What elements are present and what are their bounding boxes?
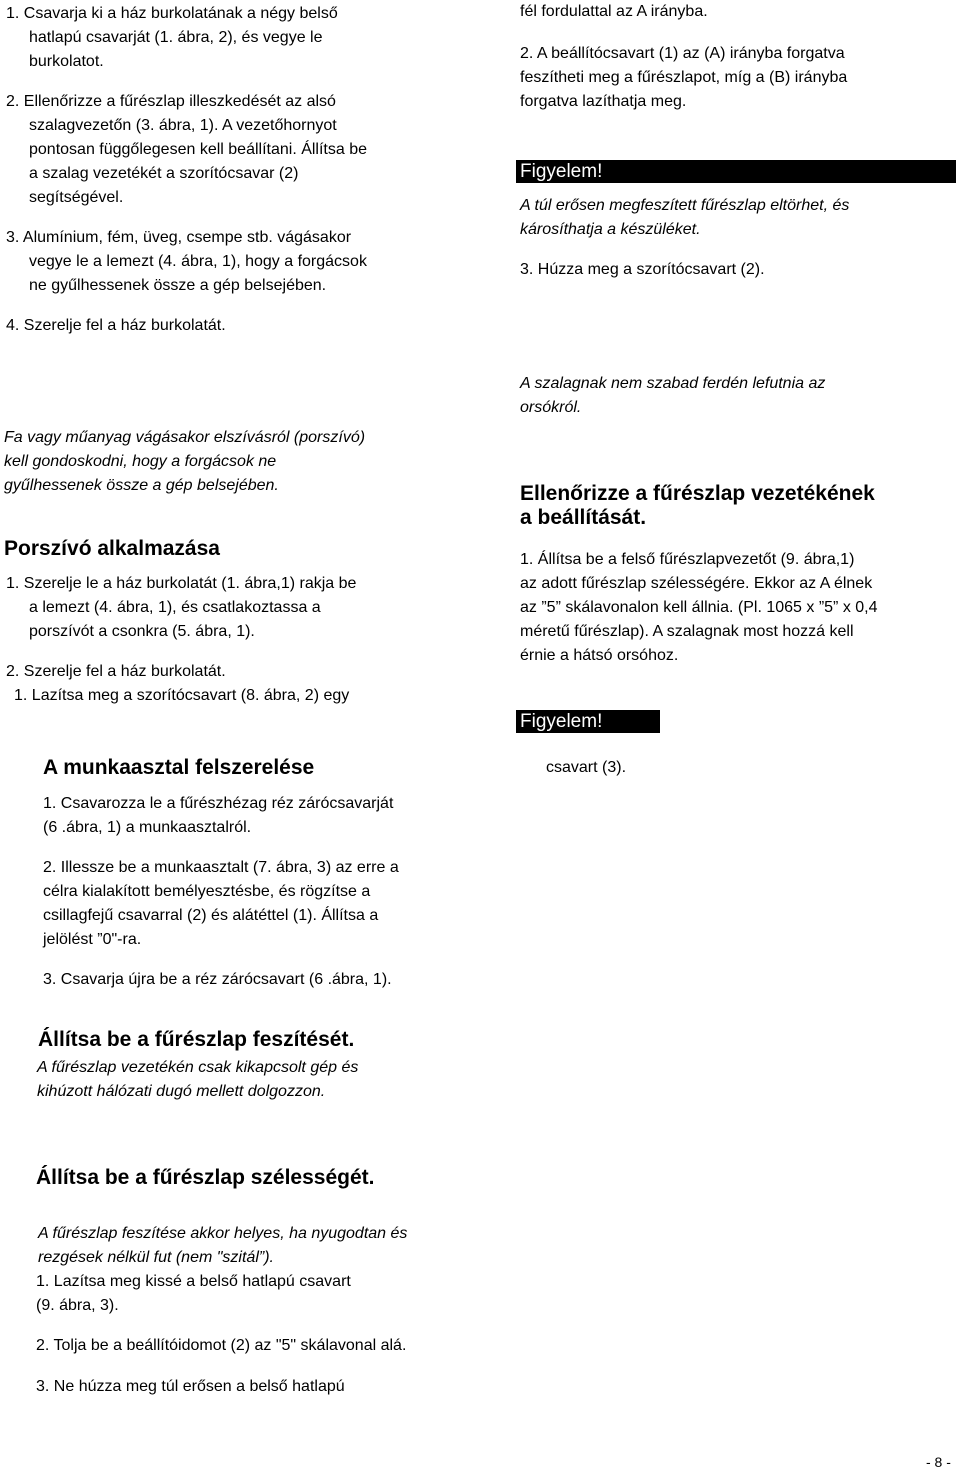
heading-tension: Állítsa be a fűrészlap feszítését. bbox=[38, 1028, 355, 1051]
step-3-line: vegye le a lemezt (4. ábra, 1), hogy a forgácsok bbox=[29, 253, 367, 270]
step-1-line: 1. Csavarja ki a ház burkolatának a négy belső bbox=[6, 5, 338, 22]
right-text-line: feszítheti meg a fűrészlapot, míg a (B) irányba bbox=[520, 69, 848, 86]
vacuum-step-line: 1. Lazítsa meg a szorítócsavart (8. ábra, 2) egy bbox=[14, 687, 350, 704]
page-number: - 8 - bbox=[926, 1454, 951, 1470]
step-2-line: pontosan függőlegesen kell beállítani. Állítsa be bbox=[29, 141, 368, 158]
width-note: rezgések nélkül fut (nem "szitál”). bbox=[38, 1249, 274, 1266]
vacuum-step-line: 1. Szerelje le a ház burkolatát (1. ábra,1) rakja be bbox=[6, 575, 357, 592]
warning-label: Figyelem! bbox=[516, 710, 606, 733]
warning-banner bbox=[516, 710, 660, 733]
worktable-step-line: 2. Illessze be a munkaasztalt (7. ábra, 3) az erre a bbox=[43, 859, 399, 876]
vacuum-step-line: 2. Szerelje fel a ház burkolatát. bbox=[6, 663, 226, 680]
worktable-step-line: csillagfejű csavarral (2) és alátéttel (1). Állítsa a bbox=[43, 907, 379, 924]
step-2-line: segítségével. bbox=[29, 189, 124, 206]
guide-step-line: az ”5” skálavonalon kell állnia. (Pl. 1065 x ”5” x 0,4 bbox=[520, 599, 878, 616]
step-1-line: burkolatot. bbox=[29, 53, 104, 70]
italic-note: kell gondoskodni, hogy a forgácsok ne bbox=[4, 453, 277, 470]
warning-banner bbox=[516, 160, 956, 183]
italic-note: gyűlhessenek össze a gép belsejében. bbox=[4, 477, 279, 494]
guide-step-line: méretű fűrészlap). A szalagnak most hozzá kell bbox=[520, 623, 854, 640]
warning-text: károsíthatja a készüléket. bbox=[520, 221, 701, 238]
worktable-step-line: (6 .ábra, 1) a munkaasztalról. bbox=[43, 819, 252, 836]
vacuum-step-line: a lemezt (4. ábra, 1), és csatlakoztassa a bbox=[29, 599, 321, 616]
heading-width: Állítsa be a fűrészlap szélességét. bbox=[36, 1166, 375, 1189]
heading-worktable: A munkaasztal felszerelése bbox=[43, 756, 315, 779]
width-step-line: (9. ábra, 3). bbox=[36, 1297, 119, 1314]
right-text-line: forgatva lazíthatja meg. bbox=[520, 93, 687, 110]
step-2-line: 2. Ellenőrizze a fűrészlap illeszkedését az alsó bbox=[6, 93, 336, 110]
step-2-line: szalagvezetőn (3. ábra, 1). A vezetőhornyot bbox=[29, 117, 337, 134]
worktable-step-line: célra kialakított bemélyesztésbe, és rögzítse a bbox=[43, 883, 371, 900]
width-step-line: 1. Lazítsa meg kissé a belső hatlapú csavart bbox=[36, 1273, 351, 1290]
worktable-step-line: 3. Csavarja újra be a réz zárócsavart (6 .ábra, 1). bbox=[43, 971, 392, 988]
worktable-step-line: jelölést ”0"-ra. bbox=[43, 931, 142, 948]
heading-vacuum: Porszívó alkalmazása bbox=[4, 537, 220, 560]
heading-guide: a beállítását. bbox=[520, 506, 647, 529]
step-3-line: 3. Alumínium, fém, üveg, csempe stb. vágásakor bbox=[6, 229, 352, 246]
warning-label: Figyelem! bbox=[516, 160, 606, 183]
width-note: A fűrészlap feszítése akkor helyes, ha nyugodtan és bbox=[38, 1225, 408, 1242]
right-text-line: 3. Húzza meg a szorítócsavart (2). bbox=[520, 261, 765, 278]
guide-step-line: 1. Állítsa be a felső fűrészlapvezetőt (9. ábra,1) bbox=[520, 551, 855, 568]
tension-note: kihúzott hálózati dugó mellett dolgozzon. bbox=[37, 1083, 326, 1100]
step-4-line: 4. Szerelje fel a ház burkolatát. bbox=[6, 317, 226, 334]
italic-note: orsókról. bbox=[520, 399, 582, 416]
right-text-line: 2. A beállítócsavart (1) az (A) irányba forgatva bbox=[520, 45, 845, 62]
italic-note: Fa vagy műanyag vágásakor elszívásról (porszívó) bbox=[4, 429, 366, 446]
vacuum-step-line: porszívót a csonkra (5. ábra, 1). bbox=[29, 623, 255, 640]
step-2-line: a szalag vezetékét a szorítócsavar (2) bbox=[29, 165, 299, 182]
width-step-line: 2. Tolja be a beállítóidomot (2) az "5" skálavonal alá. bbox=[36, 1337, 407, 1354]
step-3-line: ne gyűlhessenek össze a gép belsejében. bbox=[29, 277, 327, 294]
width-step-line: 3. Ne húzza meg túl erősen a belső hatlapú bbox=[36, 1378, 345, 1395]
heading-guide: Ellenőrizze a fűrészlap vezetékének bbox=[520, 482, 875, 505]
step-1-line: hatlapú csavarját (1. ábra, 2), és vegye le bbox=[29, 29, 323, 46]
tension-note: A fűrészlap vezetékén csak kikapcsolt gép és bbox=[37, 1059, 359, 1076]
warning-text: A túl erősen megfeszített fűrészlap eltörhet, és bbox=[520, 197, 850, 214]
guide-step-line: érnie a hátsó orsóhoz. bbox=[520, 647, 679, 664]
italic-note: A szalagnak nem szabad ferdén lefutnia az bbox=[520, 375, 826, 392]
guide-step-line: az adott fűrészlap szélességére. Ekkor az A élnek bbox=[520, 575, 873, 592]
worktable-step-line: 1. Csavarozza le a fűrészhézag réz zárócsavarját bbox=[43, 795, 394, 812]
right-text-line: fél fordulattal az A irányba. bbox=[520, 3, 708, 20]
right-text-line: csavart (3). bbox=[546, 759, 627, 776]
